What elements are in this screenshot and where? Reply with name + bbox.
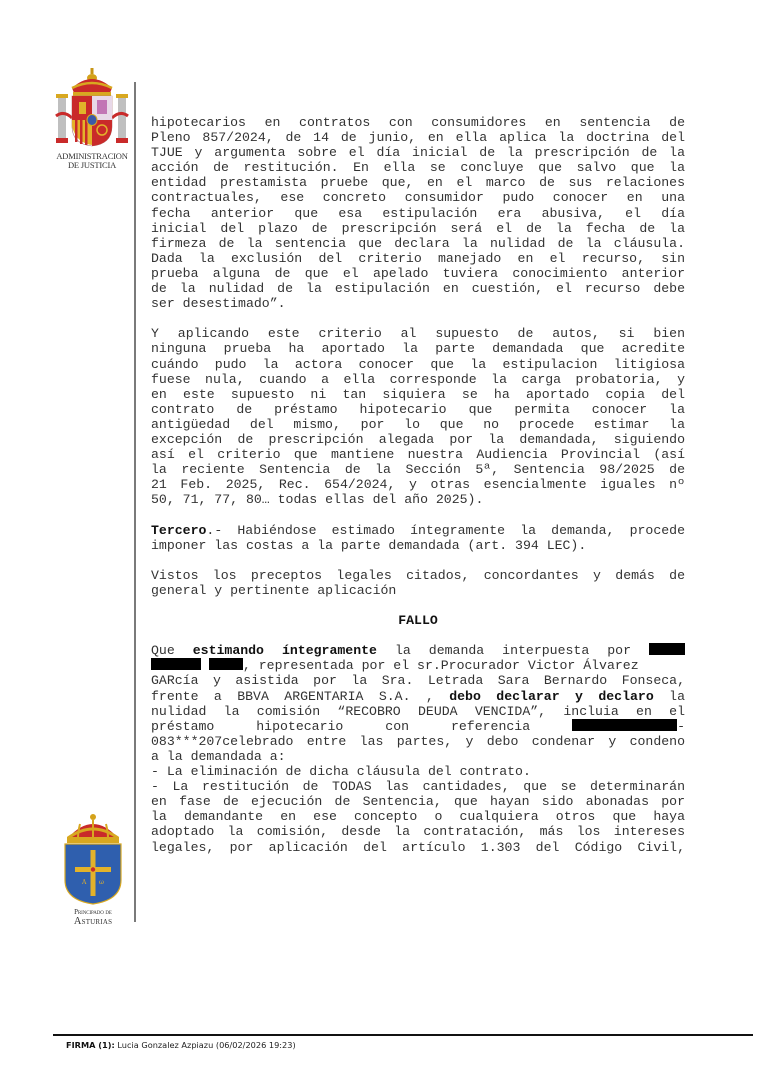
text-span: -	[677, 718, 686, 734]
administracion-de-justicia-logo	[52, 66, 132, 174]
text-line: 50, 71, 77, 80… todas ellas del año 2025).	[151, 492, 484, 508]
document-body	[151, 115, 685, 855]
text-line	[151, 643, 685, 658]
vistos-paragraph	[151, 568, 685, 598]
text-line: ser desestimado”.	[151, 296, 286, 312]
coat-of-arms-asturias-icon	[58, 812, 128, 906]
text-line: contractuales, ese concreto consumidor pudo conocer en una	[151, 190, 685, 206]
text-line: hipotecarios en contratos con consumidores en sentencia de	[151, 115, 685, 130]
signature-label: FIRMA (1):	[66, 1040, 115, 1050]
caption-line-1: ADMINISTRACION	[56, 151, 128, 161]
text-line: la reciente Sentencia de la Sección 5ª, Sentencia 98/2025 de	[151, 462, 685, 478]
text-line: prueba alguna de que el apelado tuviera conocimiento anterior	[151, 265, 685, 281]
text-line: en fase de ejecución de Sentencia, que hayan sido abonadas por	[151, 794, 685, 810]
bold-span: estimando íntegramente	[192, 643, 377, 659]
fallo-paragraph	[151, 643, 685, 854]
text-line: acción de restitución. En ella se concluye que salvo que la	[151, 160, 685, 176]
text-line: adoptado la comisión, desde la contratación, más los intereses	[151, 824, 685, 840]
text-line: 083***207celebrado entre las partes, y debo condenar y condeno	[151, 733, 685, 749]
text-line	[151, 523, 685, 538]
text-line: imponer las costas a la parte demandada (art. 394 LEC).	[151, 537, 587, 553]
caption-line-1: Principado de	[74, 908, 112, 916]
text-span: , representada por el sr.Procurador Victor Álvarez	[242, 658, 639, 674]
text-line: de la nulidad de la estipulación en cuestión, el recurso debe	[151, 281, 685, 297]
text-line: así el criterio que mantiene nuestra Audiencia Provincial (así	[151, 447, 685, 463]
text-line: inicial del plazo de prescripción será el de la fecha de la	[151, 220, 685, 236]
text-span: la demanda interpuesta por	[376, 643, 631, 659]
text-line: Pleno 857/2024, de 14 de junio, en ella aplica la doctrina del	[151, 130, 685, 146]
text-line: en este supuesto ni tan siquiera se ha aportado copia del	[151, 386, 685, 402]
text-line	[151, 658, 685, 673]
bold-span: debo declarar y declaro	[449, 688, 654, 704]
text-line: - La eliminación de dicha cláusula del contrato.	[151, 764, 531, 780]
text-line: entidad prestamista pruebe que, en el marco de sus relaciones	[151, 175, 685, 191]
caption-line-2: Asturias	[73, 916, 113, 927]
text-line: a la demandada a:	[151, 748, 286, 764]
principado-de-asturias-caption	[58, 908, 128, 926]
svg-text:ω: ω	[99, 879, 104, 886]
text-line: la demandante en ese concepto o cualquiera otros que haya	[151, 809, 685, 825]
text-line: general y pertinente aplicación	[151, 582, 397, 598]
tercero-text: .- Habiéndose estimado íntegramente la demanda, procede	[206, 522, 685, 538]
footer-divider	[53, 1034, 753, 1036]
caption-line-2: DE JUSTICIA	[67, 160, 117, 170]
signature-signer: Lucia Gonzalez Azpiazu (06/02/2026 19:23)	[117, 1040, 296, 1050]
text-line: GARcía y asistida por la Sra. Letrada Sara Bernardo Fonseca,	[151, 673, 685, 689]
text-line: nulidad la comisión “RECOBRO DEUDA VENCIDA”, incluia en el	[151, 703, 685, 719]
redacted-reference	[572, 719, 677, 731]
text-span: préstamo hipotecario con referencia	[151, 718, 531, 734]
coat-of-arms-spain-icon	[52, 66, 132, 150]
text-line: Vistos los preceptos legales citados, concordantes y demás de	[151, 567, 685, 583]
principado-de-asturias-logo	[58, 812, 128, 934]
text-line: Dada la exclusión del criterio manejado en el recurso, sin	[151, 250, 685, 266]
text-span: la	[653, 688, 685, 704]
text-line: legales, por aplicación del artículo 1.303 del Código Civil,	[151, 839, 685, 855]
text-line: antigüedad del mismo, por lo que no procede estimar la	[151, 416, 685, 432]
tercero-paragraph	[151, 523, 685, 553]
text-line: fuese nula, cuando a ella corresponde la carga probatoria, y	[151, 371, 685, 387]
text-line: ninguna prueba ha aportado la parte demandada que acredite	[151, 341, 685, 357]
administracion-de-justicia-caption	[52, 152, 132, 170]
quote-paragraph	[151, 115, 685, 311]
text-line: TJUE y argumenta sobre el día inicial de la prescripción de la	[151, 145, 685, 161]
text-line	[151, 689, 685, 704]
svg-text:A: A	[82, 879, 87, 886]
text-span: Que	[151, 643, 193, 659]
tercero-heading: Tercero	[151, 522, 207, 538]
text-line: - La restitución de TODAS las cantidades, que se determinarán	[151, 779, 685, 795]
signature-footer	[66, 1040, 296, 1050]
text-line	[151, 719, 685, 734]
application-paragraph	[151, 326, 685, 507]
text-line: firmeza de la sentencia que declara la nulidad de la cláusula.	[151, 235, 685, 251]
redacted-name	[649, 643, 685, 655]
text-span: frente a BBVA ARGENTARIA S.A. ,	[151, 688, 450, 704]
margin-divider	[134, 82, 136, 922]
text-line: fecha anterior que esa estipulación era abusiva, el día	[151, 205, 685, 221]
text-line: excepción de prescripción alegada por la demandada, siguiendo	[151, 431, 685, 447]
redacted-name	[151, 658, 201, 670]
text-line: contrato de préstamo hipotecario que permita conocer la	[151, 401, 685, 417]
text-line: Y aplicando este criterio al supuesto de autos, si bien	[151, 326, 685, 342]
redacted-name	[209, 658, 243, 670]
text-line: 21 Feb. 2025, Rec. 654/2024, y otras esencialmente iguales nº	[151, 477, 685, 493]
fallo-title: FALLO	[398, 613, 438, 629]
text-line: cuándo pudo la actora conocer que la estipulacion litigiosa	[151, 356, 685, 372]
fallo-section	[151, 613, 685, 628]
